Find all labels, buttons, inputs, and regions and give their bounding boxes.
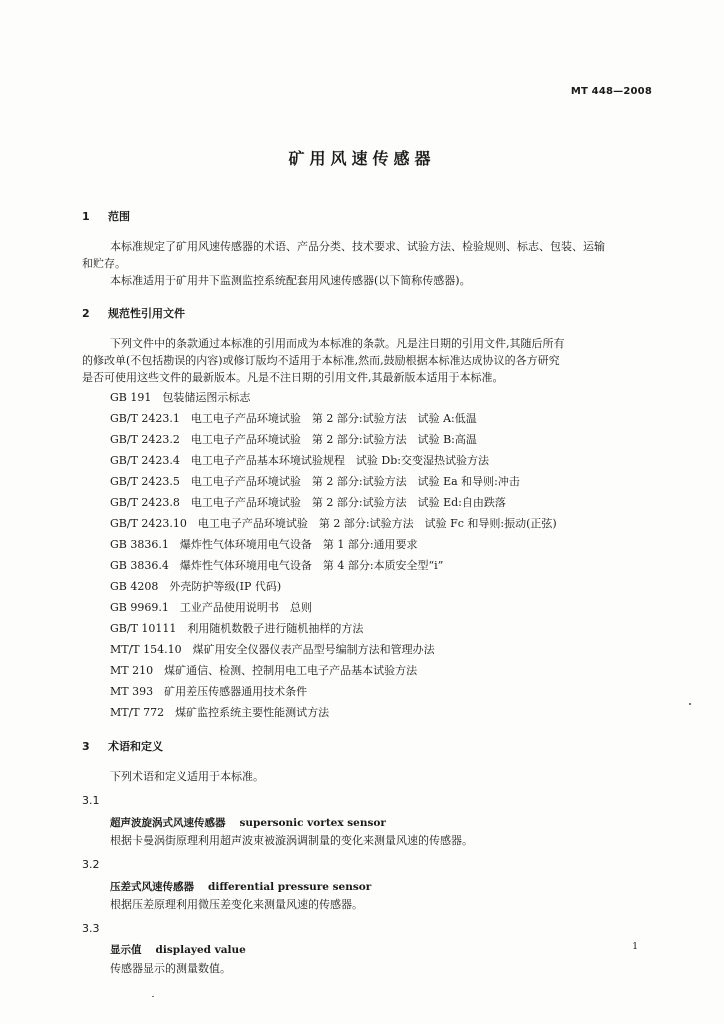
document-title: 矿用风速传感器 — [288, 149, 436, 168]
scan-speck — [689, 703, 691, 705]
section-number: 1 — [82, 210, 90, 223]
term-definition: 根据压差原理利用微压差变化来测量风速的传感器。 — [110, 898, 363, 911]
term-heading — [110, 815, 386, 830]
section-3-heading — [82, 738, 163, 754]
reference-item: GB 191 包装储运图示标志 — [110, 391, 251, 404]
term-number: 3.3 — [82, 922, 100, 935]
term-number: 3.1 — [82, 794, 100, 807]
paragraph-line: 本标准适用于矿用井下监测监控系统配套用风速传感器(以下简称传感器)。 — [110, 274, 471, 287]
term-zh: 超声波旋涡式风速传感器 — [110, 817, 226, 829]
paragraph-line: 是否可使用这些文件的最新版本。凡是不注日期的引用文件,其最新版本适用于本标准。 — [82, 371, 504, 384]
section-1-heading — [82, 208, 130, 224]
reference-item: GB/T 2423.1 电工电子产品环境试验 第 2 部分:试验方法 试验 A:低温 — [110, 412, 477, 425]
term-en: displayed value — [155, 944, 246, 956]
reference-item: GB 4208 外壳防护等级(IP 代码) — [110, 580, 282, 593]
reference-item: GB/T 2423.8 电工电子产品环境试验 第 2 部分:试验方法 试验 Ed:自由跌落 — [110, 496, 506, 509]
paragraph-line: 下列文件中的条款通过本标准的引用而成为本标准的条款。凡是注日期的引用文件,其随后所有 — [110, 337, 565, 350]
paragraph-line: 本标准规定了矿用风速传感器的术语、产品分类、技术要求、试验方法、检验规则、标志、包装、运输 — [110, 240, 605, 253]
term-number: 3.2 — [82, 858, 100, 871]
reference-item: GB/T 10111 利用随机数骰子进行随机抽样的方法 — [110, 622, 364, 635]
term-heading — [110, 942, 246, 957]
reference-item: GB 3836.1 爆炸性气体环境用电气设备 第 1 部分:通用要求 — [110, 538, 418, 551]
reference-item: GB/T 2423.2 电工电子产品环境试验 第 2 部分:试验方法 试验 B:高温 — [110, 433, 477, 446]
reference-item: GB/T 2423.10 电工电子产品环境试验 第 2 部分:试验方法 试验 Fc 和导则:振动(正弦) — [110, 517, 557, 530]
term-zh: 显示值 — [110, 944, 142, 956]
reference-item: GB/T 2423.4 电工电子产品基本环境试验规程 试验 Db:交变湿热试验方法 — [110, 454, 489, 467]
paragraph-line: 和贮存。 — [82, 257, 126, 270]
reference-item: GB 3836.4 爆炸性气体环境用电气设备 第 4 部分:本质安全型“i” — [110, 559, 444, 572]
section-title: 规范性引用文件 — [108, 307, 185, 320]
page-number: 1 — [632, 942, 638, 952]
reference-item: MT 210 煤矿通信、检测、控制用电工电子产品基本试验方法 — [110, 664, 418, 677]
term-en: supersonic vortex sensor — [239, 817, 386, 829]
section-number: 2 — [82, 307, 90, 320]
reference-item: GB 9969.1 工业产品使用说明书 总则 — [110, 601, 312, 614]
section-number: 3 — [82, 740, 90, 753]
reference-item: MT/T 154.10 煤矿用安全仪器仪表产品型号编制方法和管理办法 — [110, 643, 435, 656]
term-zh: 压差式风速传感器 — [110, 881, 194, 893]
reference-item: MT 393 矿用差压传感器通用技术条件 — [110, 685, 308, 698]
standard-number: MT 448—2008 — [570, 86, 652, 97]
section-2-heading — [82, 305, 185, 321]
paragraph-line: 的修改单(不包括勘误的内容)或修订版均不适用于本标准,然而,鼓励根据本标准达成协议的各方研究 — [82, 354, 560, 367]
section-title: 范围 — [108, 210, 130, 223]
term-definition: 根据卡曼涡街原理利用超声波束被漩涡调制量的变化来测量风速的传感器。 — [110, 834, 473, 847]
reference-item: MT/T 772 煤矿监控系统主要性能测试方法 — [110, 706, 330, 719]
term-en: differential pressure sensor — [208, 881, 372, 893]
reference-item: GB/T 2423.5 电工电子产品环境试验 第 2 部分:试验方法 试验 Ea 和导则:冲击 — [110, 475, 520, 488]
term-definition: 传感器显示的测量数值。 — [110, 962, 231, 975]
scan-speck — [152, 996, 154, 997]
section-title: 术语和定义 — [108, 740, 163, 753]
section-intro: 下列术语和定义适用于本标准。 — [110, 770, 264, 783]
term-heading — [110, 879, 371, 894]
